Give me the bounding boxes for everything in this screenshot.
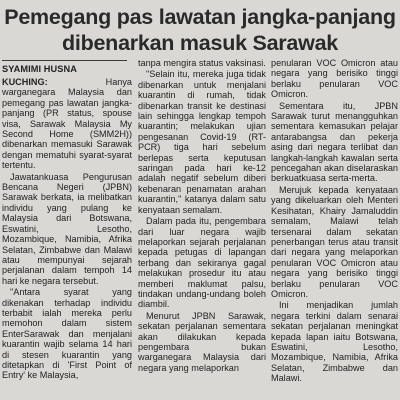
byline-rule <box>2 60 127 61</box>
paragraph: Sementara itu, JPBN Sarawak turut menangguhkan sementara kemasukan pelajar antarabangsa dan pekerja asing dari negara terlibat dan langkah-langkah kawalan serta pencegahan akan diselaraskan berkuatkuasa serta-merta. <box>271 100 398 184</box>
paragraph: Dalam pada itu, pengembara dari luar negara wajib melaporkan sejarah perjalanan kepada petugas di lapangan terbang dan sekiranya gagal melakukan prosedur itu atau memberi maklumat palsu, tindakan undang-undang boleh diambil. <box>138 216 266 310</box>
article-column-2 <box>138 58 266 400</box>
byline: SYAMIMI HUSNA <box>2 64 77 74</box>
article-column-3 <box>271 58 398 400</box>
dateline: KUCHING: <box>2 77 48 87</box>
headline <box>0 4 400 56</box>
paragraph: penularan VOC Omicron atau negara yang berisiko tinggi berlaku penularan VOC Omicron. <box>271 58 398 100</box>
article-column-1 <box>2 77 132 399</box>
headline-line-2: dibenarkan masuk Sarawak <box>61 31 339 55</box>
paragraph: tanpa mengira status vaksinasi. <box>138 58 266 68</box>
headline-line-1: Pemegang pas lawatan jangka-panjang <box>4 5 396 29</box>
paragraph: "Selain itu, mereka juga tidak dibenarkan untuk menjalani kuarantin di rumah, tidak dibenarkan transit ke destinasi lain sehingga lengkap tempoh kuarantin; melakukan ujian pengesanan Covid-19 (RT-PCR) tiga hari sebelum berlepas serta keputusan saringan pada hari ke-12 adalah negatif sebelum diberi kebenaran penamatan arahan kuarantin," katanya dalam satu kenyataan semalam. <box>138 69 266 215</box>
paragraph <box>2 77 132 171</box>
paragraph: Ini menjadikan jumlah negara terkini dalam senarai sekatan perjalanan meningkat kepada lapan iaitu Botswana, Eswatini, Lesotho, Mozambique, Namibia, Afrika Selatan, Zimbabwe dan Malawi. <box>271 300 398 384</box>
paragraph: Jawatankuasa Pengurusan Bencana Negeri (JPBN) Sarawak berkata, ia melibatkan individu yang pulang ke Malaysia dari Botswana, Eswatini, Lesotho, Mozambique, Namibia, Afrika Selatan, Zimbabwe dan Malawi atau mempunyai sejarah perjalanan dalam tempoh 14 hari ke negara tersebut. <box>2 171 132 286</box>
paragraph: Menurut JPBN Sarawak, sekatan perjalanan sementara akan dilakukan kepada pengembara bukan warganegara Malaysia dari negara yang melaporkan <box>138 310 266 373</box>
paragraph: "Antara syarat yang dikenakan terhadap individu terbabit ialah mereka perlu memohon dalam sistem EnterSarawak dan menjalani kuarantin wajib selama 14 hari di stesen kuarantin yang ditetapkan di 'First Point of Entry' ke Malaysia, <box>2 287 132 381</box>
paragraph-text: Hanya warganegara Malaysia dan pemegang pas lawatan jangka-panjang (PR status, spouse visa, Sarawak Malaysia My Second Home (SMM2H)) dibenarkan memasuki Sarawak dengan mematuhi syarat-syarat tertentu. <box>2 77 132 171</box>
paragraph: Merujuk kepada kenyataan yang dikeluarkan oleh Menteri Kesihatan, Khairy Jamaluddin semalam, Malawi telah tersenarai dalam sekatan penerbangan terus atau transit dari negara yang melaporkan penularan VOC Omicron atau negara yang berisiko tinggi berlaku penularan VOC Omicron. <box>271 184 398 299</box>
